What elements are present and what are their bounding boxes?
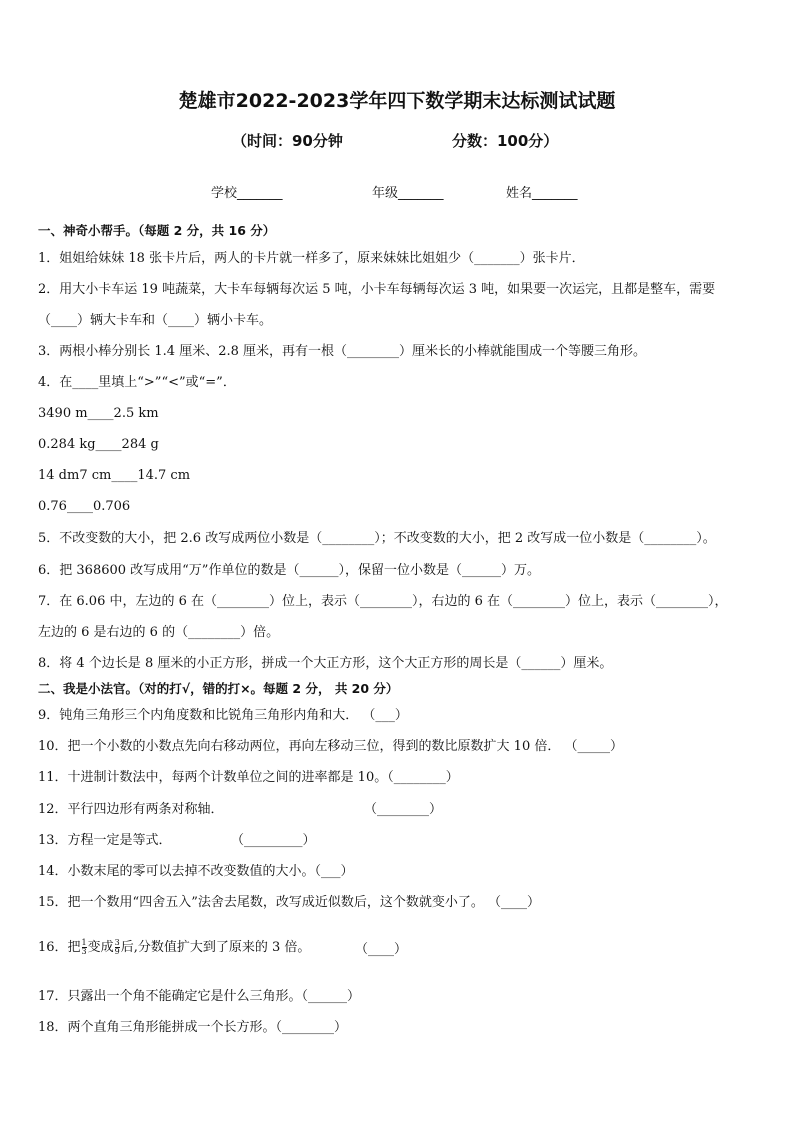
question-2-line-1: 2．用大小卡车运 19 吨蔬菜，大卡车每辆每次运 5 吨，小卡车每辆每次运 3 吨，如果要一次运完，且都是整车，需要: [38, 282, 716, 297]
question-4c: 14 dm7 cm____14.7 cm: [38, 468, 191, 483]
question-7-line-1: 7．在 6.06 中，左边的 6 在（________）位上，表示（________），右边的 6 在（________）位上，表示（________），: [38, 594, 728, 609]
question-12-blank: （________）: [364, 802, 443, 817]
question-9: 9．钝角三角形三个内角度数和比锐角三角形内角和大． （___）: [38, 708, 408, 723]
question-16-middle: 变成: [87, 940, 114, 955]
page-title: 楚雄市2022-2023学年四下数学期末达标测试试题: [178, 90, 616, 112]
question-5: 5．不改变数的大小，把 2.6 改写成两位小数是（________）；不改变数的大小，把 2 改写成一位小数是（________）。: [38, 531, 716, 546]
fraction-one-third: [82, 939, 87, 956]
question-13-blank: （_________）: [231, 833, 316, 848]
question-6: 6．把 368600 改写成用“万”作单位的数是（______），保留一位小数是（______）万。: [38, 563, 540, 578]
question-15: 15．把一个数用“四舍五入”法舍去尾数，改写成近似数后，这个数就变小了。 （____）: [38, 895, 540, 910]
question-16: [38, 939, 310, 957]
fraction-2-numerator: 3: [114, 938, 120, 947]
fraction-three-ninths: [115, 939, 120, 956]
question-12: 12．平行四边形有两条对称轴．: [38, 802, 224, 817]
question-1: 1．姐姐给妹妹 18 张卡片后，两人的卡片就一样多了，原来妹妹比姐姐少（_______）张卡片．: [38, 251, 585, 266]
question-17: 17．只露出一个角不能确定它是什么三角形。（______）: [38, 989, 361, 1004]
question-11: 11．十进制计数法中，每两个计数单位之间的进率都是 10。（________）: [38, 770, 459, 785]
question-14: 14．小数末尾的零可以去掉不改变数值的大小。（___）: [38, 864, 354, 879]
grade-field: 年级_______: [372, 186, 444, 201]
question-4d: 0.76____0.706: [38, 499, 131, 514]
section-2-heading: 二、我是小法官。（对的打√，错的打×。每题 2 分， 共 20 分）: [38, 681, 399, 696]
question-2-line-2: （____）辆大卡车和（____）辆小卡车。: [38, 313, 273, 328]
question-16-suffix: 后,分数值扩大到了原来的 3 倍。: [120, 940, 311, 955]
fraction-2-denominator: 9: [114, 947, 120, 956]
question-13: 13．方程一定是等式．: [38, 833, 172, 848]
question-10: 10．把一个小数的小数点先向右移动两位，再向左移动三位，得到的数比原数扩大 10 倍． （_____）: [38, 739, 623, 754]
exam-time: （时间：90分钟: [232, 132, 343, 150]
fraction-1-denominator: 3: [81, 947, 87, 956]
question-3: 3．两根小棒分别长 1.4 厘米、2.8 厘米，再有一根（________）厘米长的小棒就能围成一个等腰三角形。: [38, 344, 647, 359]
question-8: 8．将 4 个边长是 8 厘米的小正方形，拼成一个大正方形，这个大正方形的周长是（______）厘米。: [38, 656, 613, 671]
section-1-heading: 一、神奇小帮手。（每题 2 分，共 16 分）: [38, 223, 276, 238]
fraction-1-numerator: 1: [81, 938, 87, 947]
exam-score: 分数：100分）: [452, 132, 559, 150]
question-4: 4．在____里填上“>”“<”或“=”．: [38, 375, 236, 390]
question-7-line-2: 左边的 6 是右边的 6 的（________）倍。: [38, 625, 280, 640]
question-4b: 0.284 kg____284 g: [38, 437, 159, 452]
school-field: 学校_______: [211, 186, 283, 201]
question-18: 18．两个直角三角形能拼成一个长方形。（________）: [38, 1020, 348, 1035]
question-4a: 3490 m____2.5 km: [38, 406, 159, 421]
name-field: 姓名_______: [506, 186, 578, 201]
question-16-blank: （____）: [355, 942, 408, 957]
question-16-prefix: 16．把: [38, 940, 81, 955]
